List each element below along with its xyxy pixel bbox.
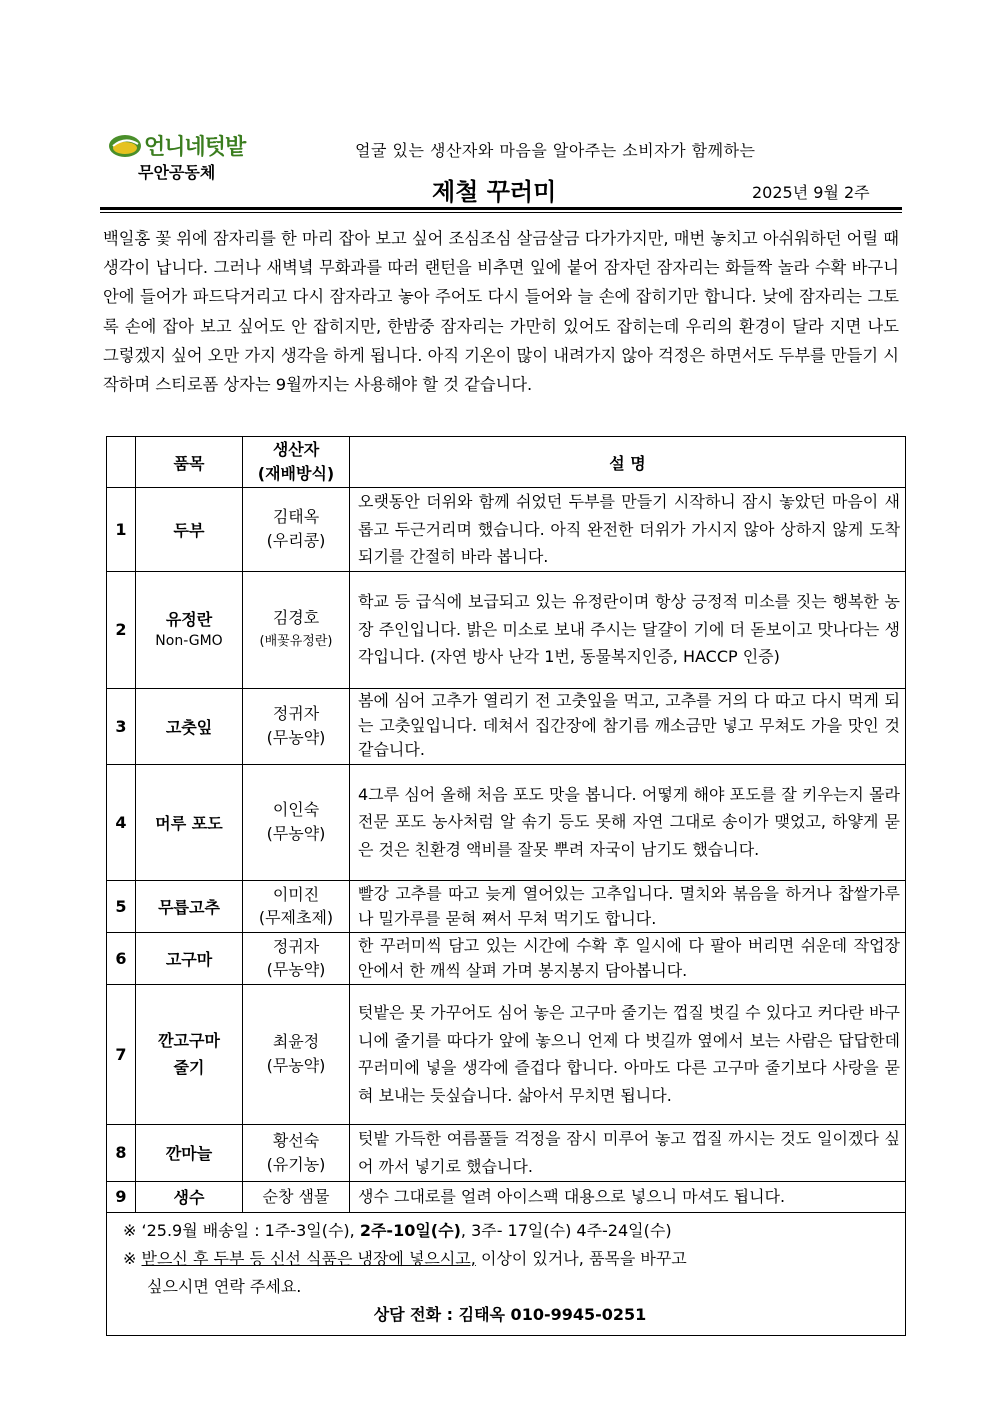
producer-cell [243, 932, 350, 984]
item-description: 생수 그대로를 얼려 아이스팩 대용으로 넣으니 마셔도 됩니다. [350, 1181, 906, 1212]
item-name: 두부 [136, 488, 243, 572]
cultivation-method: (무제초제) [258, 908, 334, 927]
item-description: 텃밭 가득한 여름풀들 걱정을 잠시 미루어 놓고 껍질 까시는 것도 일이겠다 싶어 까서 넣기로 했습니다. [350, 1124, 906, 1181]
issue-date: 2025년 9월 2주 [752, 183, 870, 202]
producer-name: 김태옥 [272, 507, 320, 527]
cultivation-method: (배꽃유정란) [259, 633, 333, 649]
notes-row [107, 1212, 906, 1335]
row-number: 9 [107, 1181, 136, 1212]
item-name-cell [136, 984, 243, 1124]
slogan: 얼굴 있는 생산자와 마음을 알아주는 소비자가 함께하는 [355, 141, 756, 160]
item-name: 생수 [136, 1181, 243, 1212]
cultivation-method: (유기농) [266, 1154, 326, 1174]
row-number: 8 [107, 1124, 136, 1181]
item-name-cell [136, 571, 243, 688]
table-header-row [107, 437, 906, 488]
item-name: 머루 포도 [136, 764, 243, 880]
item-description: 텃밭은 못 가꾸어도 심어 놓은 고구마 줄기는 껍질 벗길 수 있다고 커다란 바구니에 줄기를 따다가 앞에 놓으니 언제 다 벗길까 옆에서 보는 사람은 답답한데 꾸러미에 넣을 생각에 즐겁다 합니다. 아마도 다른 고구마 줄기보다 사랑을 묻혀 보내는 듯싶습니다. 삶아서 무치면 됩니다. [350, 984, 906, 1124]
storage-note [123, 1245, 897, 1273]
contact-phone: 상담 전화 : 김태옥 010-9945-0251 [373, 1304, 647, 1324]
row-number: 4 [107, 764, 136, 880]
note-mark: ※ [123, 1248, 142, 1268]
table-row [107, 932, 906, 984]
logo [108, 130, 258, 182]
item-name: 무릅고추 [136, 880, 243, 932]
item-name-line2: 줄기 [173, 1058, 205, 1077]
producer-cell [243, 488, 350, 572]
table-row [107, 688, 906, 764]
item-description: 오랫동안 더위와 함께 쉬었던 두부를 만들기 시작하니 잠시 놓았던 마음이 새롭고 두근거리며 했습니다. 아직 완전한 더위가 가시지 않아 상하지 않게 도착 되기를 간절히 바라 봅니다. [350, 488, 906, 572]
item-name: 고춧잎 [136, 688, 243, 764]
producer-name: 김경호 [272, 607, 320, 627]
cultivation-method: (무농약) [266, 728, 326, 747]
delivery-dates-rest: , 3주- 17일(수) 4주-24일(수) [460, 1220, 672, 1240]
row-number: 1 [107, 488, 136, 572]
item-description: 한 꾸러미씩 담고 있는 시간에 수확 후 일시에 다 팔아 버리면 쉬운데 작업장 안에서 한 깨씩 살펴 가며 봉지봉지 담아봅니다. [350, 932, 906, 984]
producer-name: 순창 샘물 [243, 1181, 350, 1212]
cultivation-method: (무농약) [266, 1056, 326, 1075]
row-number: 2 [107, 571, 136, 688]
header-method-label: (재배방식) [257, 464, 335, 483]
logo-title: 언니네텃밭 [144, 135, 246, 160]
table-row [107, 488, 906, 572]
row-number: 6 [107, 932, 136, 984]
table-row [107, 984, 906, 1124]
producer-name: 정귀자 [272, 704, 320, 723]
header-item: 품목 [136, 437, 243, 488]
cultivation-method: (무농약) [266, 824, 326, 843]
table-row [107, 1181, 906, 1212]
storage-note-rest: 이상이 있거나, 품목을 바꾸고 [475, 1248, 687, 1268]
producer-name: 이인숙 [272, 800, 320, 819]
producer-cell [243, 764, 350, 880]
item-name: 고구마 [136, 932, 243, 984]
table-row [107, 880, 906, 932]
cultivation-method: (무농약) [266, 960, 326, 979]
producer-cell [243, 880, 350, 932]
item-name: 유정란 [165, 610, 213, 629]
producer-cell [243, 984, 350, 1124]
item-description: 봄에 심어 고추가 열리기 전 고춧잎을 먹고, 고추를 거의 다 따고 다시 먹게 되는 고춧잎입니다. 데쳐서 집간장에 참기름 깨소금만 넣고 무쳐도 가을 맛인 것 같습니다. [350, 688, 906, 764]
logo-subtitle: 무안공동체 [138, 163, 216, 182]
table-row [107, 764, 906, 880]
producer-cell [243, 571, 350, 688]
produce-table [106, 436, 906, 1336]
header-divider [100, 207, 902, 210]
delivery-dates-label: ※ ‘25.9월 배송일 : 1주-3일(수), [123, 1220, 360, 1240]
storage-note-underlined: 받으신 후 두부 등 신선 식품은 냉장에 넣으시고, [141, 1248, 476, 1268]
producer-cell [243, 1124, 350, 1181]
table-row [107, 571, 906, 688]
header-divider-thin [100, 212, 902, 213]
delivery-date-highlight: 2주-10일(수) [359, 1220, 461, 1240]
header-producer [243, 437, 350, 488]
item-name: 깐고구마 [158, 1031, 220, 1050]
producer-name: 황선숙 [272, 1130, 320, 1150]
cultivation-method: (우리콩) [266, 531, 326, 551]
producer-name: 정귀자 [272, 937, 320, 956]
intro-paragraph: 백일홍 꽃 위에 잠자리를 한 마리 잡아 보고 싶어 조심조심 살금살금 다가가지만, 매번 놓치고 아쉬워하던 어릴 때 생각이 납니다. 그러나 새벽녘 무화과를 따러 랜턴을 비추면 잎에 붙어 잠자던 잠자리는 화들짝 놀라 수확 바구니 안에 들어가 파드닥거리고 다시 잠자라고 놓아 주어도 다시 들어와 늘 손에 잡히기만 합니다. 낮에 잠자리는 그토록 손에 잡아 보고 싶어도 안 잡히지만, 한밤중 잠자리는 가만히 있어도 잡히는데 우리의 환경이 달라 지면 나도 그렇겠지 싶어 오만 가지 생각을 하게 됩니다. 아직 기온이 많이 내려가지 않아 걱정은 하면서도 두부를 만들기 시작하며 스티로폼 상자는 9월까지는 사용해야 할 것 같습니다. [103, 229, 899, 395]
producer-name: 최윤정 [272, 1032, 320, 1051]
row-number: 3 [107, 688, 136, 764]
notes-cell [107, 1212, 906, 1335]
row-number: 5 [107, 880, 136, 932]
logo-leaf-icon [108, 132, 144, 158]
header-producer-label: 생산자 [272, 440, 320, 459]
producer-name: 이미진 [272, 885, 320, 904]
header-desc: 설 명 [350, 437, 906, 488]
item-description: 빨강 고추를 따고 늦게 열어있는 고추입니다. 멸치와 볶음을 하거나 찹쌀가루나 밀가루를 묻혀 쪄서 무쳐 먹기도 합니다. [350, 880, 906, 932]
page-title: 제철 꾸러미 [432, 178, 557, 206]
item-name: 깐마늘 [136, 1124, 243, 1181]
header-no [107, 437, 136, 488]
row-number: 7 [107, 984, 136, 1124]
contact-note: 싶으시면 연락 주세요. [147, 1276, 302, 1296]
producer-cell [243, 688, 350, 764]
item-description: 4그루 심어 올해 처음 포도 맛을 봅니다. 어떻게 해야 포도를 잘 키우는지 몰라 전문 포도 농사처럼 알 솎기 등도 못해 자연 그대로 송이가 맺었고, 하얗게 묻은 것은 친환경 액비를 잘못 뿌려 자국이 남기도 했습니다. [350, 764, 906, 880]
item-subtitle: Non-GMO [155, 633, 223, 649]
delivery-dates [123, 1217, 897, 1245]
item-description: 학교 등 급식에 보급되고 있는 유정란이며 항상 긍정적 미소를 짓는 행복한 농장 주인입니다. 밝은 미소로 보내 주시는 달걀이 기에 더 돋보이고 맛나다는 생각입니다. (자연 방사 난각 1번, 동물복지인증, HACCP 인증) [350, 571, 906, 688]
table-row [107, 1124, 906, 1181]
